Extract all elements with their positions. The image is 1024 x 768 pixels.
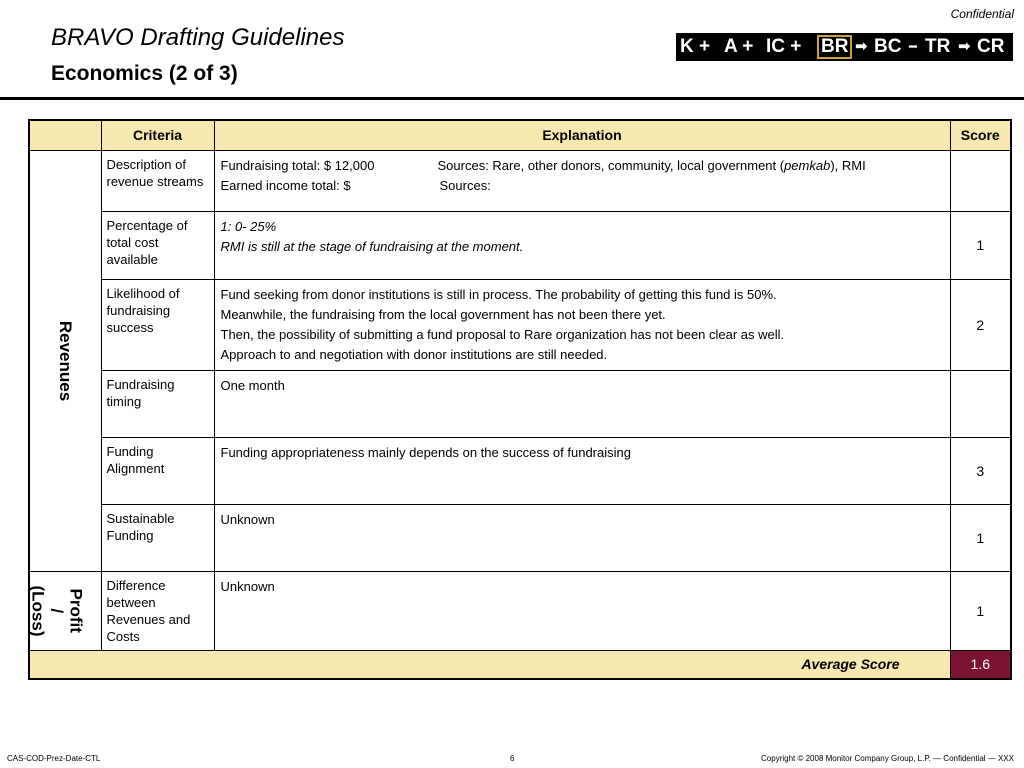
explanation-line: 1: 0- 25% bbox=[220, 218, 277, 234]
explanation-line: Unknown bbox=[220, 511, 275, 527]
table-row bbox=[29, 571, 1011, 650]
revenues-group-label: Revenues bbox=[55, 320, 75, 401]
score-cell: 3 bbox=[950, 437, 1011, 504]
explanation-cell bbox=[214, 279, 950, 370]
footer-page-number: 6 bbox=[510, 754, 515, 763]
table-row bbox=[29, 437, 1011, 504]
score-cell: 2 bbox=[950, 279, 1011, 370]
score-cell: 1 bbox=[950, 504, 1011, 571]
score-header: Score bbox=[950, 120, 1011, 150]
explanation-line bbox=[221, 176, 944, 196]
profit-loss-group-label: Profit / (Loss) bbox=[28, 585, 86, 636]
explanation-line: RMI is still at the stage of fundraising at the moment. bbox=[220, 238, 524, 254]
criteria-cell: Sustainable Funding bbox=[101, 504, 214, 571]
explanation-line: Fund seeking from donor institutions is still in process. The probability of getting this fund is 50%. bbox=[220, 286, 777, 302]
score-cell: 1 bbox=[950, 571, 1011, 650]
table-header-row bbox=[29, 120, 1011, 150]
explanation-cell bbox=[214, 437, 950, 504]
revenues-group-cell bbox=[29, 150, 101, 571]
earned-income-total: Earned income total: $ bbox=[220, 177, 351, 193]
criteria-cell: Likelihood of fundraising success bbox=[101, 279, 214, 370]
arrow-right-icon: ➡ bbox=[855, 38, 868, 55]
dash-icon: ━ bbox=[909, 39, 917, 54]
explanation-line: Unknown bbox=[220, 578, 275, 594]
table-row bbox=[29, 150, 1011, 211]
explanation-cell bbox=[214, 370, 950, 437]
table-row bbox=[29, 211, 1011, 279]
profit-loss-group-cell bbox=[29, 571, 101, 650]
fundraising-sources: Sources: Rare, other donors, community, local government ( bbox=[437, 157, 785, 173]
explanation-cell bbox=[214, 150, 950, 211]
criteria-cell: Description of revenue streams bbox=[101, 150, 214, 211]
average-score-value: 1.6 bbox=[950, 650, 1011, 679]
fundraising-sources-italic: pemkab bbox=[784, 157, 831, 173]
explanation-line: One month bbox=[220, 377, 285, 393]
title-divider bbox=[0, 97, 1024, 100]
explanation-line: Meanwhile, the fundraising from the local government has not been there yet. bbox=[220, 306, 666, 322]
table-row bbox=[29, 279, 1011, 370]
average-score-row bbox=[29, 650, 1011, 679]
table-row bbox=[29, 504, 1011, 571]
score-cell: 1 bbox=[950, 211, 1011, 279]
footer-document-code: CAS-COD-Prez-Date-CTL bbox=[7, 754, 101, 763]
confidential-label: Confidential bbox=[950, 7, 1014, 21]
economics-table bbox=[28, 119, 1012, 680]
footer-copyright: Copyright © 2008 Monitor Company Group, L.P. — Confidential — XXX bbox=[761, 754, 1014, 763]
explanation-cell bbox=[214, 571, 950, 650]
group-header-cell bbox=[29, 120, 101, 150]
explanation-header: Explanation bbox=[214, 120, 950, 150]
average-score-label: Average Score bbox=[29, 650, 950, 679]
flow-step-a: A + bbox=[724, 36, 754, 57]
flow-step-tr: TR bbox=[925, 36, 951, 57]
flow-step-cr: CR bbox=[977, 36, 1005, 57]
table-row bbox=[29, 370, 1011, 437]
arrow-right-icon: ➡ bbox=[958, 38, 971, 55]
explanation-line: Funding appropriateness mainly depends on the success of fundraising bbox=[220, 444, 631, 460]
flow-step-ic: IC + bbox=[766, 36, 802, 57]
framework-flow-banner bbox=[676, 33, 1013, 61]
explanation-line bbox=[221, 156, 944, 176]
explanation-cell bbox=[214, 504, 950, 571]
fundraising-total: Fundraising total: $ 12,000 bbox=[220, 157, 375, 173]
explanation-line: Then, the possibility of submitting a fund proposal to Rare organization has not been clear as well. bbox=[220, 326, 785, 342]
fundraising-sources-end: ), RMI bbox=[830, 157, 866, 173]
criteria-cell: Percentage of total cost available bbox=[101, 211, 214, 279]
flow-step-br-highlighted: BR bbox=[817, 35, 852, 59]
score-cell bbox=[950, 370, 1011, 437]
score-cell bbox=[950, 150, 1011, 211]
criteria-cell: Funding Alignment bbox=[101, 437, 214, 504]
explanation-line: Approach to and negotiation with donor institutions are still needed. bbox=[220, 346, 608, 362]
earned-income-sources: Sources: bbox=[439, 177, 491, 193]
flow-step-k: K + bbox=[680, 36, 711, 57]
criteria-cell: Fundraising timing bbox=[101, 370, 214, 437]
flow-step-bc: BC bbox=[874, 36, 902, 57]
guidelines-title: BRAVO Drafting Guidelines bbox=[51, 24, 345, 51]
criteria-cell: Difference between Revenues and Costs bbox=[101, 571, 214, 650]
slide-title: Economics (2 of 3) bbox=[51, 62, 238, 85]
explanation-cell bbox=[214, 211, 950, 279]
criteria-header: Criteria bbox=[101, 120, 214, 150]
